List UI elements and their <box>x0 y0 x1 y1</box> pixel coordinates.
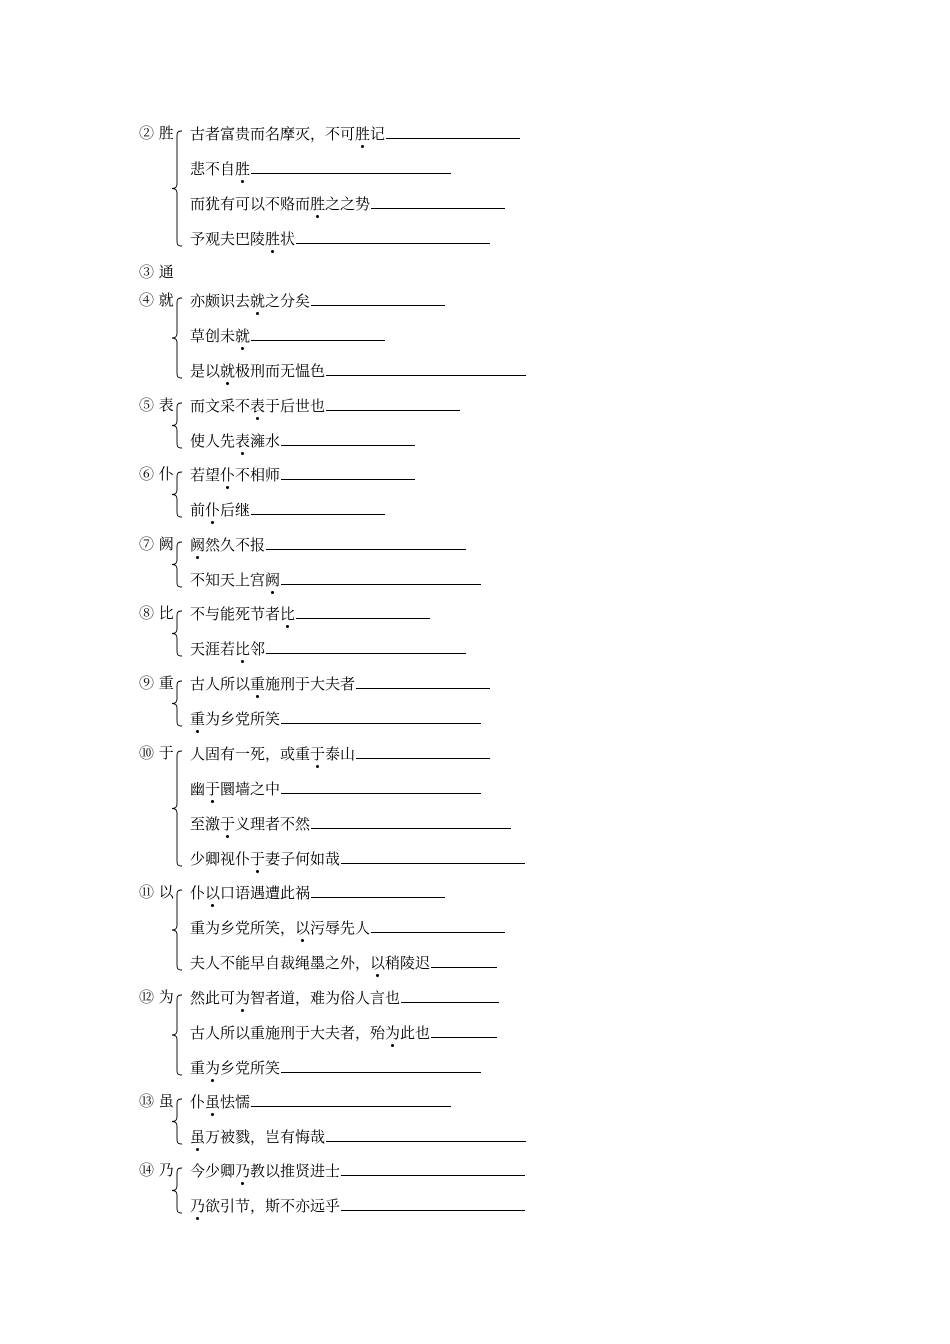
sentence-text-before: 不与能死节者 <box>190 605 281 623</box>
sentence-line <box>190 1161 525 1181</box>
sentence-text-after: 不相师 <box>235 466 281 484</box>
answer-blank[interactable] <box>281 1058 481 1073</box>
emphasis-dot-char: 胜 <box>265 230 281 248</box>
entry-label: ③ 通 <box>139 263 174 281</box>
answer-blank[interactable] <box>341 849 525 864</box>
answer-blank[interactable] <box>341 1196 525 1211</box>
sentence-line <box>190 779 481 799</box>
emphasis-dot-char: 为 <box>235 989 251 1007</box>
emphasis-dot-char: 于 <box>250 850 266 868</box>
sentence-text-after: 万被戮，岂有悔哉 <box>205 1128 326 1146</box>
entry-label: ⑥ 仆 <box>139 465 174 483</box>
sentence-text-before: 而犹有可以不赂而 <box>190 195 311 213</box>
sentence-text-before: 仆 <box>190 1093 206 1111</box>
sentence-line <box>190 124 520 144</box>
sentence-text-after: 污辱先人 <box>310 919 371 937</box>
answer-blank[interactable] <box>281 709 481 724</box>
sentence-line <box>190 1023 497 1043</box>
sentence-text-before: 悲不自 <box>190 160 236 178</box>
entry-label: ⑦ 阙 <box>139 535 174 553</box>
brace-icon <box>170 680 184 727</box>
sentence-text-before: 予观夫巴陵 <box>190 230 266 248</box>
sentence-text-before: 仆 <box>190 884 206 902</box>
answer-blank[interactable] <box>296 229 490 244</box>
entry-label: ⑫ 为 <box>139 988 174 1006</box>
emphasis-dot-char: 以 <box>370 954 386 972</box>
sentence-line <box>190 194 505 214</box>
emphasis-dot-char: 阙 <box>265 571 281 589</box>
sentence-text-after: 状 <box>280 230 296 248</box>
brace-icon <box>170 750 184 867</box>
sentence-text-before: 天涯若 <box>190 640 236 658</box>
emphasis-dot-char: 虽 <box>205 1093 221 1111</box>
sentence-text-before: 重 <box>190 1059 206 1077</box>
sentence-text-before: 幽 <box>190 780 206 798</box>
emphasis-dot-char: 表 <box>250 397 266 415</box>
brace-icon <box>170 1098 184 1145</box>
sentence-line <box>190 953 497 973</box>
emphasis-dot-char: 重 <box>190 710 206 728</box>
sentence-text-after: 为乡党所笑 <box>205 710 281 728</box>
sentence-text-before: 草创未 <box>190 327 236 345</box>
sentence-text-after: 记 <box>370 125 386 143</box>
answer-blank[interactable] <box>281 570 481 585</box>
sentence-text-before: 亦颇识去 <box>190 292 251 310</box>
answer-blank[interactable] <box>266 535 466 550</box>
answer-blank[interactable] <box>386 124 520 139</box>
answer-blank[interactable] <box>401 988 499 1003</box>
sentence-text-after: 怯懦 <box>220 1093 251 1111</box>
emphasis-dot-char: 就 <box>220 362 236 380</box>
sentence-line <box>190 1058 481 1078</box>
sentence-line <box>190 396 460 416</box>
answer-blank[interactable] <box>251 326 385 341</box>
answer-blank[interactable] <box>356 674 490 689</box>
entry-label: ② 胜 <box>139 124 174 142</box>
sentence-text-after: 欲引节，斯不亦远乎 <box>205 1197 341 1215</box>
sentence-line <box>190 814 511 834</box>
emphasis-dot-char: 虽 <box>190 1128 206 1146</box>
sentence-text-before: 而文采不 <box>190 397 251 415</box>
answer-blank[interactable] <box>281 779 481 794</box>
answer-blank[interactable] <box>341 1161 525 1176</box>
sentence-text-after: 稍陵迟 <box>385 954 431 972</box>
sentence-text-after: 乡党所笑 <box>220 1059 281 1077</box>
sentence-text-before: 若望 <box>190 466 221 484</box>
sentence-text-before: 古人所以 <box>190 675 251 693</box>
sentence-line <box>190 849 525 869</box>
emphasis-dot-char: 胜 <box>235 160 251 178</box>
sentence-line <box>190 883 445 903</box>
sentence-text-before: 是以 <box>190 362 221 380</box>
sentence-text-after: 口语遇遭此祸 <box>220 884 311 902</box>
sentence-line <box>190 674 490 694</box>
sentence-line <box>190 326 385 346</box>
sentence-text-before: 古人所以重施刑于大夫者，殆 <box>190 1024 386 1042</box>
sentence-text-after: 于后世也 <box>265 397 326 415</box>
emphasis-dot-char: 就 <box>235 327 251 345</box>
answer-blank[interactable] <box>326 396 460 411</box>
sentence-line <box>190 229 490 249</box>
emphasis-dot-char: 比 <box>235 640 251 658</box>
sentence-line <box>190 1092 451 1112</box>
entry-label: ⑤ 表 <box>139 396 174 414</box>
emphasis-dot-char: 胜 <box>310 195 326 213</box>
sentence-text-before: 古者富贵而名摩灭，不可 <box>190 125 356 143</box>
emphasis-dot-char: 于 <box>220 815 236 833</box>
sentence-line <box>190 988 499 1008</box>
sentence-text-before: 使人先 <box>190 432 236 450</box>
answer-blank[interactable] <box>326 1127 526 1142</box>
sentence-text-after: 泰山 <box>325 745 356 763</box>
emphasis-dot-char: 于 <box>310 745 326 763</box>
sentence-line <box>190 361 526 381</box>
brace-icon <box>170 130 184 247</box>
answer-blank[interactable] <box>251 159 451 174</box>
emphasis-dot-char: 仆 <box>205 501 221 519</box>
sentence-text-after: 之分矣 <box>265 292 311 310</box>
brace-icon <box>170 610 184 657</box>
answer-blank[interactable] <box>296 604 430 619</box>
sentence-text-before: 然此可 <box>190 989 236 1007</box>
entry-label: ⑨ 重 <box>139 674 174 692</box>
sentence-line <box>190 709 481 729</box>
entry-label: ⑧ 比 <box>139 604 174 622</box>
brace-icon <box>170 541 184 588</box>
sentence-text-after: 妻子何如哉 <box>265 850 341 868</box>
emphasis-dot-char: 仆 <box>220 466 236 484</box>
emphasis-dot-char: 以 <box>205 884 221 902</box>
sentence-line <box>190 604 430 624</box>
sentence-text-after: 极刑而无愠色 <box>235 362 326 380</box>
sentence-text-after: 后继 <box>220 501 251 519</box>
emphasis-dot-char: 以 <box>295 919 311 937</box>
emphasis-dot-char: 为 <box>385 1024 401 1042</box>
sentence-line <box>190 465 415 485</box>
emphasis-dot-char: 表 <box>235 432 251 450</box>
brace-icon <box>170 297 184 379</box>
answer-blank[interactable] <box>281 465 415 480</box>
entry-label: ⑩ 于 <box>139 744 174 762</box>
sentence-text-before: 重为乡党所笑， <box>190 919 296 937</box>
answer-blank[interactable] <box>311 814 511 829</box>
sentence-line <box>190 570 481 590</box>
answer-blank[interactable] <box>251 1092 451 1107</box>
sentence-line <box>190 639 466 659</box>
brace-icon <box>170 1167 184 1214</box>
emphasis-dot-char: 胜 <box>355 125 371 143</box>
sentence-line <box>190 159 451 179</box>
answer-blank[interactable] <box>266 639 466 654</box>
answer-blank[interactable] <box>251 500 385 515</box>
answer-blank[interactable] <box>371 194 505 209</box>
sentence-text-before: 夫人不能早自裁绳墨之外， <box>190 954 371 972</box>
sentence-text-after: 邻 <box>250 640 266 658</box>
sentence-line <box>190 1196 525 1216</box>
sentence-text-before: 人固有一死，或重 <box>190 745 311 763</box>
answer-blank[interactable] <box>281 431 415 446</box>
sentence-line <box>190 500 385 520</box>
brace-icon <box>170 889 184 971</box>
sentence-line <box>190 1127 526 1147</box>
answer-blank[interactable] <box>311 883 445 898</box>
answer-blank[interactable] <box>431 1023 497 1038</box>
sentence-text-after: 义理者不然 <box>235 815 311 833</box>
brace-icon <box>170 471 184 518</box>
emphasis-dot-char: 于 <box>205 780 221 798</box>
brace-icon <box>170 402 184 449</box>
sentence-text-after: 智者道，难为俗人言也 <box>250 989 401 1007</box>
answer-blank[interactable] <box>326 361 526 376</box>
answer-blank[interactable] <box>311 291 445 306</box>
sentence-text-before: 至激 <box>190 815 221 833</box>
emphasis-dot-char: 为 <box>205 1059 221 1077</box>
emphasis-dot-char: 比 <box>280 605 296 623</box>
sentence-text-after: 施刑于大夫者 <box>265 675 356 693</box>
sentence-text-before: 今少卿 <box>190 1162 236 1180</box>
answer-blank[interactable] <box>356 744 490 759</box>
sentence-text-before: 少卿视仆 <box>190 850 251 868</box>
emphasis-dot-char: 乃 <box>235 1162 251 1180</box>
emphasis-dot-char: 就 <box>250 292 266 310</box>
sentence-text-after: 然久不报 <box>205 536 266 554</box>
sentence-text-before: 前 <box>190 501 206 519</box>
brace-icon <box>170 994 184 1076</box>
sentence-text-before: 不知天上宫 <box>190 571 266 589</box>
sentence-text-after: 教以推贤进士 <box>250 1162 341 1180</box>
emphasis-dot-char: 重 <box>250 675 266 693</box>
entry-label: ⑬ 虽 <box>139 1092 174 1110</box>
sentence-text-after: 之之势 <box>325 195 371 213</box>
answer-blank[interactable] <box>371 918 505 933</box>
sentence-line <box>190 744 490 764</box>
sentence-line <box>190 535 466 555</box>
sentence-line <box>190 291 445 311</box>
entry-label: ⑪ 以 <box>139 883 174 901</box>
emphasis-dot-char: 阙 <box>190 536 206 554</box>
entry-label: ⑭ 乃 <box>139 1161 174 1179</box>
sentence-text-after: 此也 <box>400 1024 431 1042</box>
answer-blank[interactable] <box>431 953 497 968</box>
sentence-text-after: 圜墙之中 <box>220 780 281 798</box>
emphasis-dot-char: 乃 <box>190 1197 206 1215</box>
sentence-line <box>190 918 505 938</box>
sentence-line <box>190 431 415 451</box>
entry-label: ④ 就 <box>139 291 174 309</box>
sentence-text-after: 澭水 <box>250 432 281 450</box>
